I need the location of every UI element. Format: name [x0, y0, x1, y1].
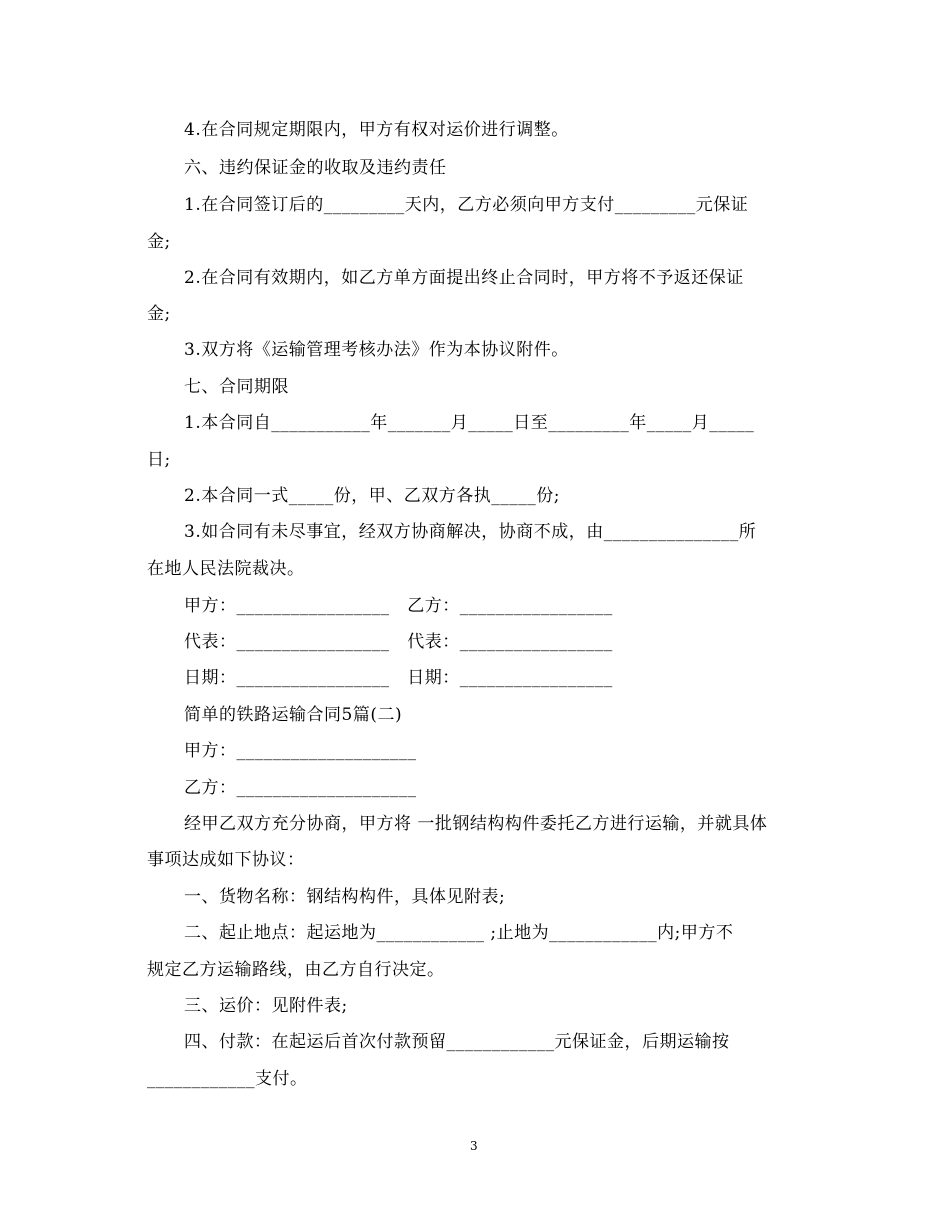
party-line: 乙方：____________________ [184, 778, 417, 798]
paragraph-line: 事项达成如下协议： [147, 850, 305, 870]
paragraph-line: 1.在合同签订后的_________天内，乙方必须向甲方支付_________元保证 [184, 195, 749, 215]
paragraph-line: 一、货物名称：钢结构构件，具体见附表; [184, 887, 506, 907]
paragraph-line: 金; [147, 304, 171, 324]
paragraph-line: 规定乙方运输路线，由乙方自行决定。 [147, 960, 445, 980]
paragraph-line: 3.双方将《运输管理考核办法》作为本协议附件。 [184, 340, 569, 360]
paragraph-line: 四、付款：在起运后首次付款预留____________元保证金，后期运输按 [184, 1032, 730, 1052]
paragraph-line: 三、运价：见附件表; [184, 996, 348, 1016]
signature-line: 甲方：_________________ 乙方：_________________ [184, 596, 613, 616]
section-heading: 六、违约保证金的收取及违约责任 [184, 158, 447, 178]
page-number: 3 [470, 1139, 478, 1153]
paragraph-line: 1.本合同自___________年_______月_____日至_________年_____月_____ [184, 413, 755, 433]
paragraph-line: 日; [147, 450, 171, 470]
paragraph-line: 2.本合同一式_____份，甲、乙双方各执_____份; [184, 486, 560, 506]
paragraph-line: 4.在合同规定期限内，甲方有权对运价进行调整。 [184, 120, 569, 140]
signature-line: 代表：_________________ 代表：_________________ [184, 632, 613, 652]
signature-line: 日期：_________________ 日期：_________________ [184, 668, 613, 688]
paragraph-line: 在地人民法院裁决。 [147, 559, 305, 579]
document-title: 简单的铁路运输合同5篇(二) [184, 705, 403, 725]
paragraph-line: 二、起止地点：起运地为____________ ;止地为____________内;甲方不 [184, 923, 734, 943]
paragraph-line: 金; [147, 232, 171, 252]
party-line: 甲方：____________________ [184, 741, 417, 761]
paragraph-line: ____________支付。 [147, 1069, 308, 1089]
paragraph-line: 2.在合同有效期内，如乙方单方面提出终止合同时，甲方将不予返还保证 [184, 268, 744, 288]
paragraph-line: 经甲乙双方充分协商，甲方将 一批钢结构构件委托乙方进行运输，并就具体 [184, 814, 768, 834]
section-heading: 七、合同期限 [184, 377, 289, 397]
paragraph-line: 3.如合同有未尽事宜，经双方协商解决，协商不成，由_______________所 [184, 522, 757, 542]
